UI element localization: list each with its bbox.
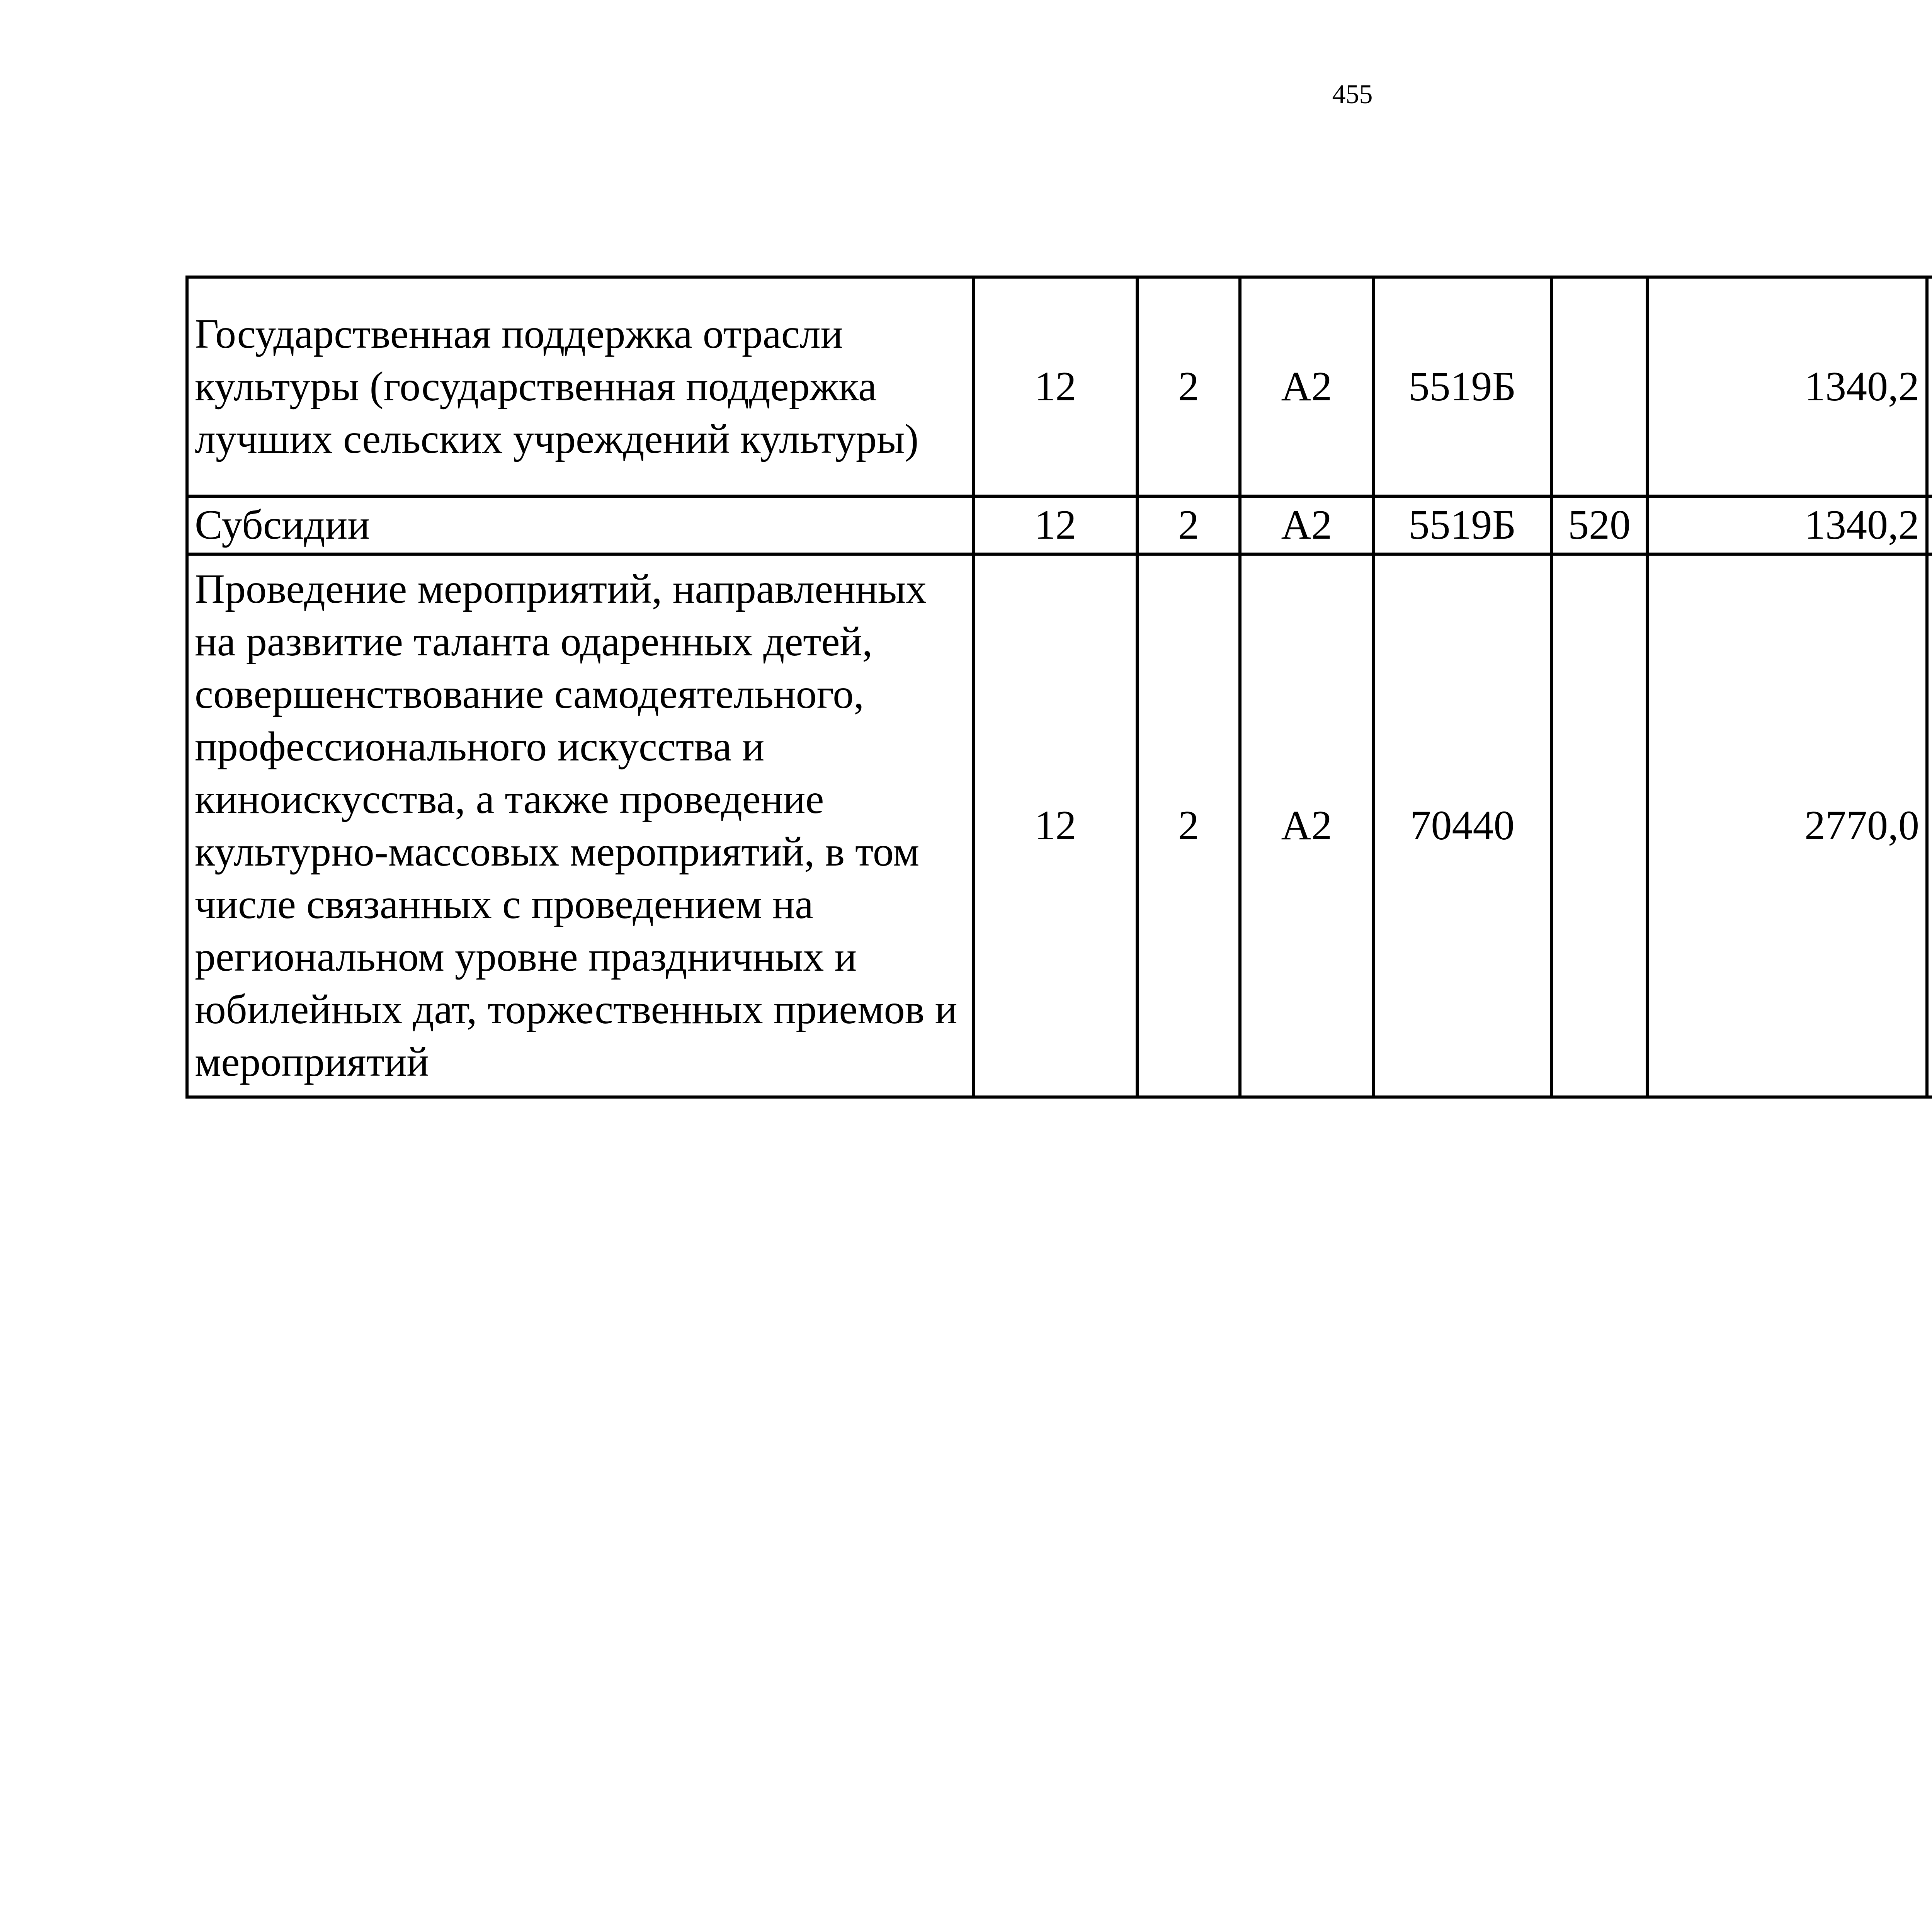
amount-cell-2 bbox=[1927, 554, 1932, 1097]
expense-type-cell: 520 bbox=[1551, 496, 1647, 554]
program-code-cell: А2 bbox=[1240, 554, 1373, 1097]
target-article-cell: 5519Б bbox=[1373, 496, 1551, 554]
table-row bbox=[187, 554, 1932, 1097]
amount-cell-2 bbox=[1927, 496, 1932, 554]
table-row bbox=[187, 277, 1932, 496]
program-code-cell: А2 bbox=[1240, 277, 1373, 496]
subsection-code-cell: 2 bbox=[1137, 554, 1240, 1097]
subsection-code-cell: 2 bbox=[1137, 496, 1240, 554]
program-code-cell: А2 bbox=[1240, 496, 1373, 554]
amount-cell-1: 1340,2 bbox=[1647, 277, 1927, 496]
table-row bbox=[187, 496, 1932, 554]
row-name-cell: Субсидии bbox=[187, 496, 974, 554]
budget-table bbox=[185, 276, 1932, 1099]
section-code-cell: 12 bbox=[974, 496, 1137, 554]
amount-cell-1: 2770,0 bbox=[1647, 554, 1927, 1097]
row-name-cell: Государственная поддержка отрасли культуры (государственная поддержка лучших сельских учреждений культуры) bbox=[187, 277, 974, 496]
amount-cell-1: 1340,2 bbox=[1647, 496, 1927, 554]
expense-type-cell bbox=[1551, 554, 1647, 1097]
section-code-cell: 12 bbox=[974, 277, 1137, 496]
section-code-cell: 12 bbox=[974, 554, 1137, 1097]
target-article-cell: 5519Б bbox=[1373, 277, 1551, 496]
target-article-cell: 70440 bbox=[1373, 554, 1551, 1097]
row-name-cell: Проведение мероприятий, направленных на развитие таланта одаренных детей, совершенствование самодеятельного, профессионального искусства и киноискусства, а также проведение культурно-массовых мероприятий, в том числе связанных с проведением на региональном уровне праздничных и юбилейных дат, торжественных приемов и мероприятий bbox=[187, 554, 974, 1097]
subsection-code-cell: 2 bbox=[1137, 277, 1240, 496]
page-number: 455 bbox=[1332, 80, 1373, 109]
amount-cell-2 bbox=[1927, 277, 1932, 496]
expense-type-cell bbox=[1551, 277, 1647, 496]
